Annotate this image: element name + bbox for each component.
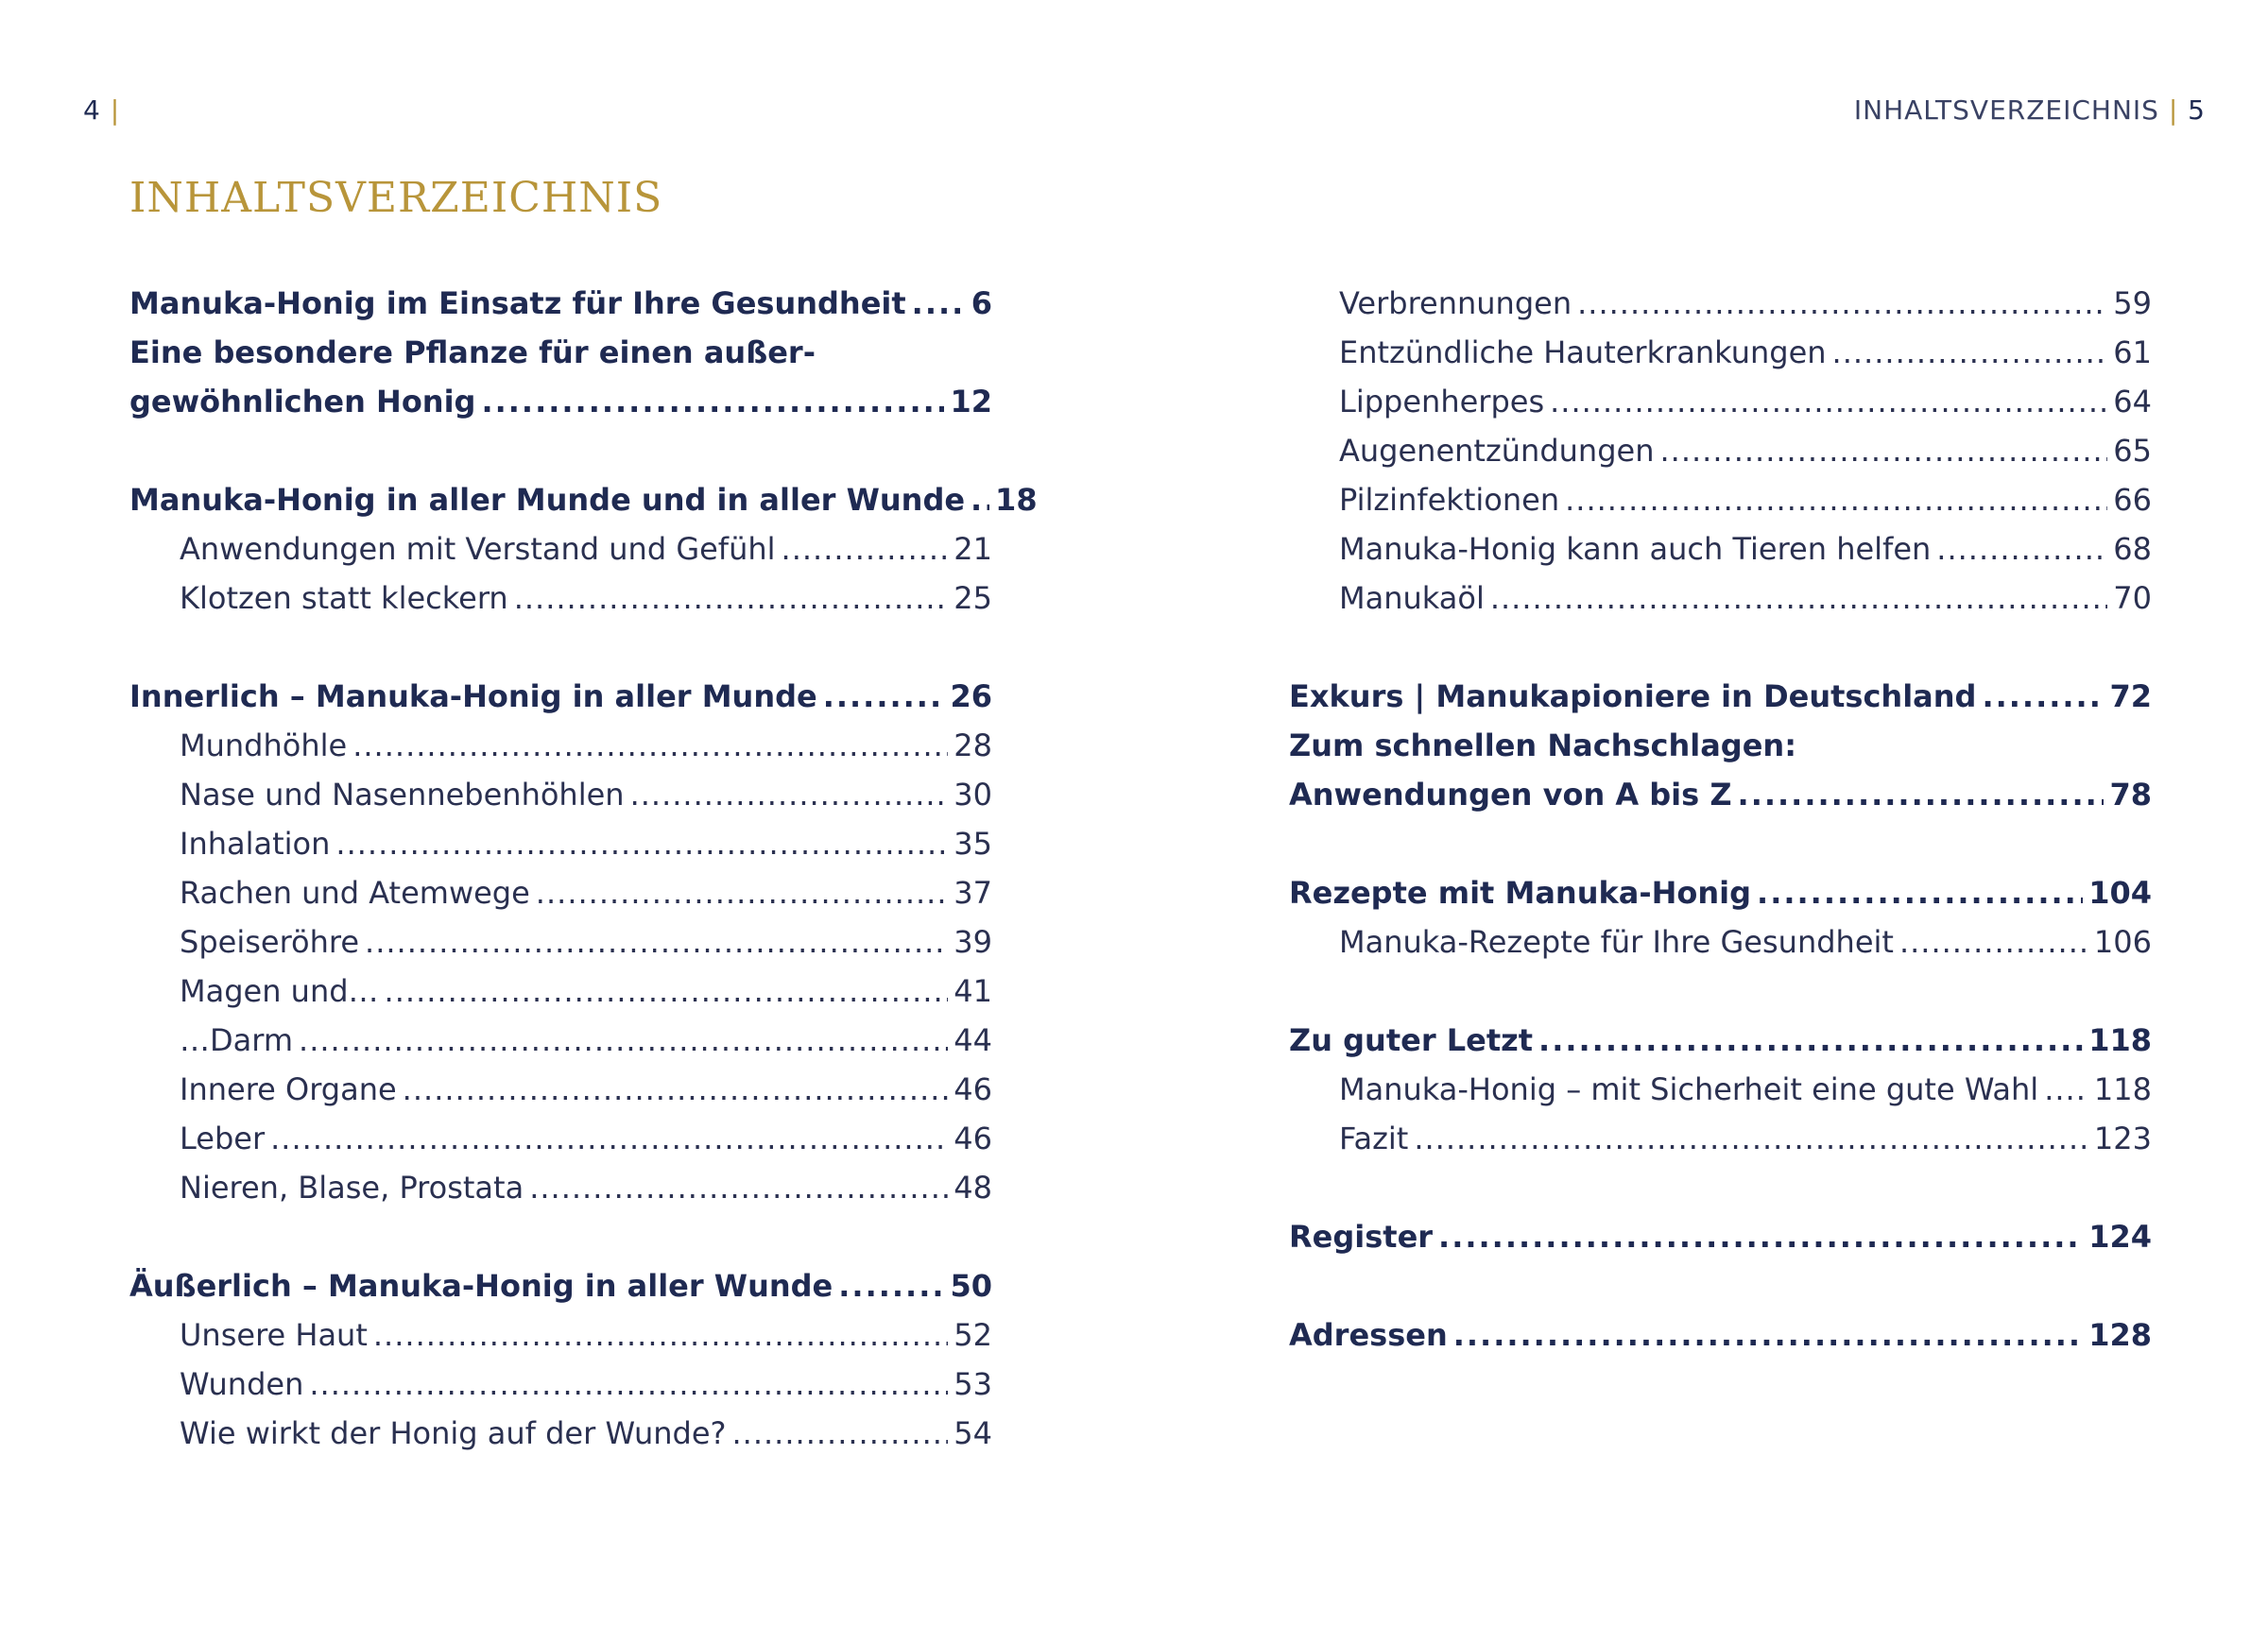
entry-page: 106: [2093, 924, 2152, 960]
entry-page: 35: [954, 826, 992, 862]
dot-leader: [1565, 475, 2107, 524]
dot-leader: [2044, 1065, 2088, 1114]
entry-page: 37: [954, 875, 992, 911]
toc-section-entry[interactable]: [129, 524, 992, 573]
entry-page: 26: [950, 678, 992, 714]
entry-title: Anwendungen mit Verstand und Gefühl: [180, 531, 776, 567]
entry-title: gewöhnlichen Honig: [129, 384, 476, 419]
dot-leader: [838, 1261, 944, 1310]
entry-title: Entzündliche Hauterkrankungen: [1339, 334, 1827, 370]
entry-page: 53: [954, 1366, 992, 1402]
entry-page: 61: [2113, 334, 2152, 370]
dot-leader: [270, 1114, 948, 1163]
entry-page: 68: [2113, 531, 2152, 567]
dot-leader: [1453, 1310, 2083, 1360]
toc-chapter-entry[interactable]: [1289, 721, 2152, 819]
dot-leader: [1936, 524, 2107, 573]
toc-section-entry[interactable]: [129, 573, 992, 623]
entry-page: 72: [2109, 678, 2152, 714]
toc-chapter-entry[interactable]: [1289, 672, 2152, 721]
entry-page: 123: [2093, 1121, 2152, 1156]
entry-title: Magen und…: [180, 973, 379, 1009]
toc-section-entry[interactable]: [129, 1163, 992, 1212]
toc-section-entry[interactable]: [1289, 1065, 2152, 1114]
dot-leader: [1538, 1016, 2083, 1065]
entry-page: 44: [954, 1022, 992, 1058]
entry-page: 12: [950, 384, 992, 419]
entry-page: 39: [954, 924, 992, 960]
entry-title: …Darm: [180, 1022, 294, 1058]
entry-page: 6: [971, 285, 992, 321]
entry-title: Rachen und Atemwege: [180, 875, 530, 911]
toc-left-column: [129, 279, 1038, 1458]
entry-title: Nieren, Blase, Prostata: [180, 1170, 524, 1206]
entry-title: Pilzinfektionen: [1339, 482, 1560, 518]
entry-page: 48: [954, 1170, 992, 1206]
entry-page: 25: [954, 580, 992, 616]
toc-section-entry[interactable]: [129, 1065, 992, 1114]
page-number-left: [83, 92, 120, 129]
toc-right-column: [1289, 279, 2152, 1360]
dot-leader: [1832, 328, 2108, 377]
entry-page: 52: [954, 1317, 992, 1353]
entry-title: Adressen: [1289, 1317, 1448, 1353]
entry-title: Innerlich – Manuka-Honig in aller Munde: [129, 678, 817, 714]
entry-page: 54: [954, 1415, 992, 1451]
dot-leader: [823, 672, 945, 721]
entry-page: 118: [2088, 1022, 2152, 1058]
toc-section-entry[interactable]: [129, 917, 992, 967]
dot-leader: [1550, 377, 2107, 426]
dot-leader: [782, 524, 949, 573]
dot-leader: [536, 868, 948, 917]
dot-leader: [1438, 1212, 2083, 1261]
entry-title: Anwendungen von A bis Z: [1289, 777, 1732, 813]
dot-leader: [912, 279, 966, 328]
entry-title: Exkurs | Manukapioniere in Deutschland: [1289, 678, 1977, 714]
toc-section-entry[interactable]: [129, 770, 992, 819]
entry-page: 128: [2088, 1317, 2152, 1353]
right-page: [1134, 0, 2268, 1626]
page-title: INHALTSVERZEICHNIS: [129, 174, 663, 222]
entry-page: 46: [954, 1071, 992, 1107]
entry-title: Wie wirkt der Honig auf der Wunde?: [180, 1415, 727, 1451]
entry-page: 66: [2113, 482, 2152, 518]
entry-page: 118: [2093, 1071, 2152, 1107]
entry-title: Manuka-Honig im Einsatz für Ihre Gesundheit: [129, 285, 906, 321]
dot-leader: [299, 1016, 948, 1065]
toc-chapter-entry[interactable]: [129, 475, 1038, 524]
entry-title: Äußerlich – Manuka-Honig in aller Wunde: [129, 1268, 833, 1304]
toc-section-entry[interactable]: [1289, 573, 2152, 623]
dot-leader: [1757, 868, 2083, 917]
dot-leader: [1659, 426, 2107, 475]
toc-section-entry[interactable]: [129, 1360, 992, 1409]
entry-title: Manuka-Honig in aller Munde und in aller Wunde: [129, 482, 966, 518]
entry-page: 65: [2113, 433, 2152, 469]
toc-chapter-entry[interactable]: [1289, 1310, 2152, 1360]
entry-title: Nase und Nasennebenhöhlen: [180, 777, 625, 813]
entry-title: Inhalation: [180, 826, 331, 862]
entry-title: Register: [1289, 1219, 1434, 1255]
dot-leader: [1982, 672, 2104, 721]
entry-page: 41: [954, 973, 992, 1009]
toc-chapter-entry[interactable]: [129, 672, 992, 721]
dot-leader: [373, 1310, 948, 1360]
dot-leader: [1738, 770, 2105, 819]
toc-section-entry[interactable]: [129, 1114, 992, 1163]
entry-title: Speiseröhre: [180, 924, 360, 960]
toc-chapter-entry[interactable]: [129, 328, 992, 426]
entry-page: 50: [950, 1268, 992, 1304]
toc-section-entry[interactable]: [129, 721, 992, 770]
entry-title: Manukaöl: [1339, 580, 1485, 616]
folio-number: 5: [2188, 94, 2206, 126]
toc-section-entry[interactable]: [1289, 279, 2152, 328]
toc-chapter-entry[interactable]: [1289, 868, 2152, 917]
toc-chapter-entry[interactable]: [1289, 1016, 2152, 1065]
toc-section-entry[interactable]: [1289, 475, 2152, 524]
entry-title: Mundhöhle: [180, 727, 348, 763]
entry-page: 28: [954, 727, 992, 763]
toc-section-entry[interactable]: [1289, 917, 2152, 967]
toc-section-entry[interactable]: [1289, 377, 2152, 426]
toc-section-entry[interactable]: [129, 1016, 992, 1065]
entry-page: 64: [2113, 384, 2152, 419]
entry-page: 46: [954, 1121, 992, 1156]
entry-page: 70: [2113, 580, 2152, 616]
toc-section-entry[interactable]: [1289, 524, 2152, 573]
dot-leader: [403, 1065, 949, 1114]
toc-section-entry[interactable]: [1289, 426, 2152, 475]
dot-leader: [630, 770, 949, 819]
toc-chapter-entry[interactable]: [129, 1261, 992, 1310]
dot-leader: [385, 967, 949, 1016]
entry-title: Augenentzündungen: [1339, 433, 1655, 469]
folio-separator: |: [110, 94, 121, 126]
entry-title-line1: Eine besondere Pflanze für einen außer-: [129, 334, 816, 370]
dot-leader: [529, 1163, 948, 1212]
entry-page: 124: [2088, 1219, 2152, 1255]
entry-title: Unsere Haut: [180, 1317, 368, 1353]
dot-leader: [309, 1360, 948, 1409]
entry-title: Manuka-Rezepte für Ihre Gesundheit: [1339, 924, 1894, 960]
dot-leader: [335, 819, 948, 868]
dot-leader: [352, 721, 948, 770]
entry-page: 59: [2113, 285, 2152, 321]
folio-separator: |: [2168, 94, 2189, 126]
entry-title-line1: Zum schnellen Nachschlagen:: [1289, 727, 1796, 763]
dot-leader: [365, 917, 948, 967]
entry-page: 30: [954, 777, 992, 813]
entry-page: 104: [2088, 875, 2152, 911]
entry-page: 18: [995, 482, 1038, 518]
toc-section-entry[interactable]: [1289, 328, 2152, 377]
toc-chapter-entry[interactable]: [1289, 1212, 2152, 1261]
entry-page: 78: [2109, 777, 2152, 813]
entry-title: Manuka-Honig kann auch Tieren helfen: [1339, 531, 1932, 567]
toc-chapter-entry[interactable]: [129, 279, 992, 328]
entry-title: Lippenherpes: [1339, 384, 1545, 419]
dot-leader: [731, 1409, 948, 1458]
dot-leader: [1577, 279, 2107, 328]
entry-title: Verbrennungen: [1339, 285, 1572, 321]
toc-section-entry[interactable]: [129, 868, 992, 917]
dot-leader: [514, 573, 949, 623]
entry-page: 21: [954, 531, 992, 567]
entry-title: Rezepte mit Manuka-Honig: [1289, 875, 1752, 911]
entry-title: Wunden: [180, 1366, 304, 1402]
toc-section-entry[interactable]: [129, 1310, 992, 1360]
entry-title: Manuka-Honig – mit Sicherheit eine gute Wahl: [1339, 1071, 2039, 1107]
dot-leader: [971, 475, 989, 524]
entry-title: Fazit: [1339, 1121, 1409, 1156]
dot-leader: [1414, 1114, 2088, 1163]
entry-title: Klotzen statt kleckern: [180, 580, 508, 616]
entry-title: Leber: [180, 1121, 266, 1156]
toc-section-entry[interactable]: [129, 819, 992, 868]
dot-leader: [481, 377, 944, 426]
running-header: [1854, 92, 2206, 129]
toc-section-entry[interactable]: [1289, 1114, 2152, 1163]
entry-title: Innere Organe: [180, 1071, 397, 1107]
entry-title: Zu guter Letzt: [1289, 1022, 1534, 1058]
folio-number: 4: [83, 94, 101, 126]
running-head-title: INHALTSVERZEICHNIS: [1853, 94, 2159, 126]
toc-section-entry[interactable]: [129, 1409, 992, 1458]
dot-leader: [1899, 917, 2088, 967]
toc-section-entry[interactable]: [129, 967, 992, 1016]
dot-leader: [1490, 573, 2107, 623]
